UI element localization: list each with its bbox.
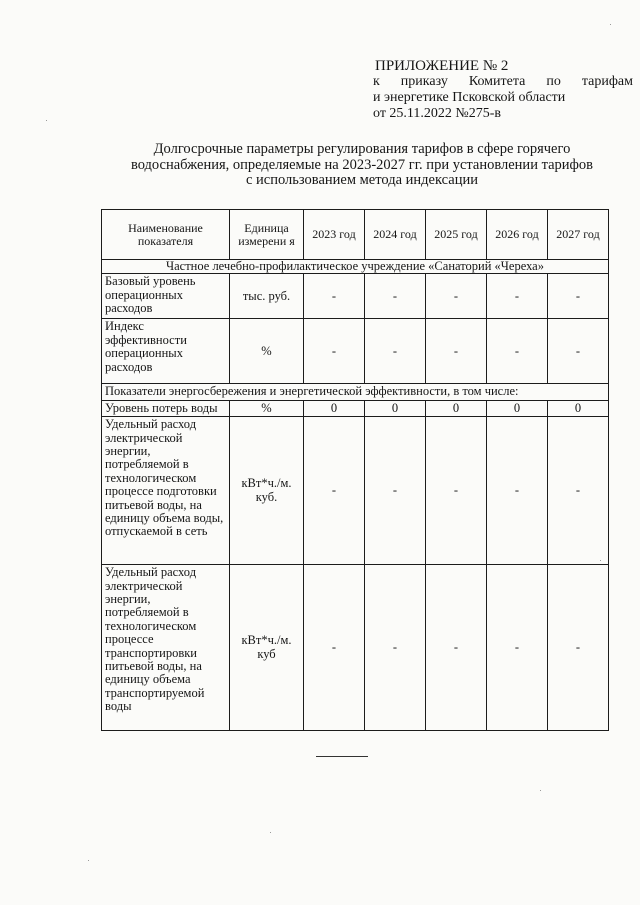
row-value: - [487,565,548,731]
organization-name: Частное лечебно-профилактическое учреждение «Санаторий «Череха» [102,260,609,274]
scan-speck [270,832,271,833]
row-value: - [487,274,548,319]
row-unit: % [230,400,304,416]
header-year: 2023 год [304,210,365,260]
row-value: - [304,417,365,565]
row-value: 0 [487,400,548,416]
parameters-table [101,209,609,731]
row-value: - [365,565,426,731]
row-value: - [365,417,426,565]
row-indicator: Базовый уровень операционных расходов [102,274,230,319]
appendix-line-1 [373,74,633,90]
appendix-word: приказу [400,74,448,89]
row-indicator: Удельный расход электрической энергии, потребляемой в технологическом процессе транспортировки питьевой воды, на единицу объема транспортируемой воды [102,565,230,731]
row-value: - [426,274,487,319]
header-year: 2025 год [426,210,487,260]
table-row [102,565,609,731]
row-unit: % [230,319,304,384]
header-year: 2027 год [548,210,609,260]
row-value: - [426,319,487,384]
row-value: - [548,274,609,319]
row-value: - [487,417,548,565]
document-title-line: с использованием метода индексации [245,172,479,188]
row-value: 0 [365,400,426,416]
row-value: - [365,319,426,384]
scan-speck [46,120,47,121]
scan-speck [88,860,89,861]
energy-section-label: Показатели энергосбережения и энергетической эффективности, в том числе: [102,384,609,400]
closing-divider [316,756,368,757]
row-value: 0 [426,400,487,416]
row-value: - [548,565,609,731]
document-title-line: Долгосрочные параметры регулирования тарифов в сфере горячего [153,141,571,157]
appendix-title: ПРИЛОЖЕНИЕ № 2 [375,58,509,74]
header-indicator: Наименование показателя [102,210,230,260]
table-row [102,319,609,384]
table-row [102,400,609,416]
appendix-word: по [546,74,561,89]
row-indicator: Удельный расход электрической энергии, потребляемой в технологическом процессе подготовки питьевой воды, на единицу объема воды, отпускаемой в сеть [102,417,230,565]
appendix-word: к [373,74,380,89]
row-value: - [365,274,426,319]
row-unit: тыс. руб. [230,274,304,319]
row-value: - [426,565,487,731]
row-value: - [426,417,487,565]
table-row [102,274,609,319]
row-value: - [304,319,365,384]
appendix-word: тарифам [581,74,633,89]
scan-speck [610,24,611,25]
header-unit: Единица измерени я [230,210,304,260]
energy-section-row [102,384,609,400]
row-unit: кВт*ч./м. куб [230,565,304,731]
row-value: 0 [548,400,609,416]
appendix-word: Комитета [468,74,526,89]
row-indicator: Индекс эффективности операционных расходов [102,319,230,384]
row-unit: кВт*ч./м. куб. [230,417,304,565]
row-value: - [487,319,548,384]
appendix-line-3: от 25.11.2022 №275-в [373,106,502,121]
row-value: - [548,319,609,384]
document-title [112,142,612,189]
appendix-header [373,58,633,122]
row-value: - [304,274,365,319]
row-value: - [548,417,609,565]
appendix-line-2: и энергетике Псковской области [373,90,566,105]
header-year: 2024 год [365,210,426,260]
document-title-line: водоснабжения, определяемые на 2023-2027 гг. при установлении тарифов [130,156,594,173]
row-value: 0 [304,400,365,416]
table-header-row [102,210,609,260]
row-indicator: Уровень потерь воды [102,400,230,416]
scan-speck [540,790,541,791]
table-row [102,417,609,565]
row-value: - [304,565,365,731]
header-year: 2026 год [487,210,548,260]
organization-row [102,260,609,274]
